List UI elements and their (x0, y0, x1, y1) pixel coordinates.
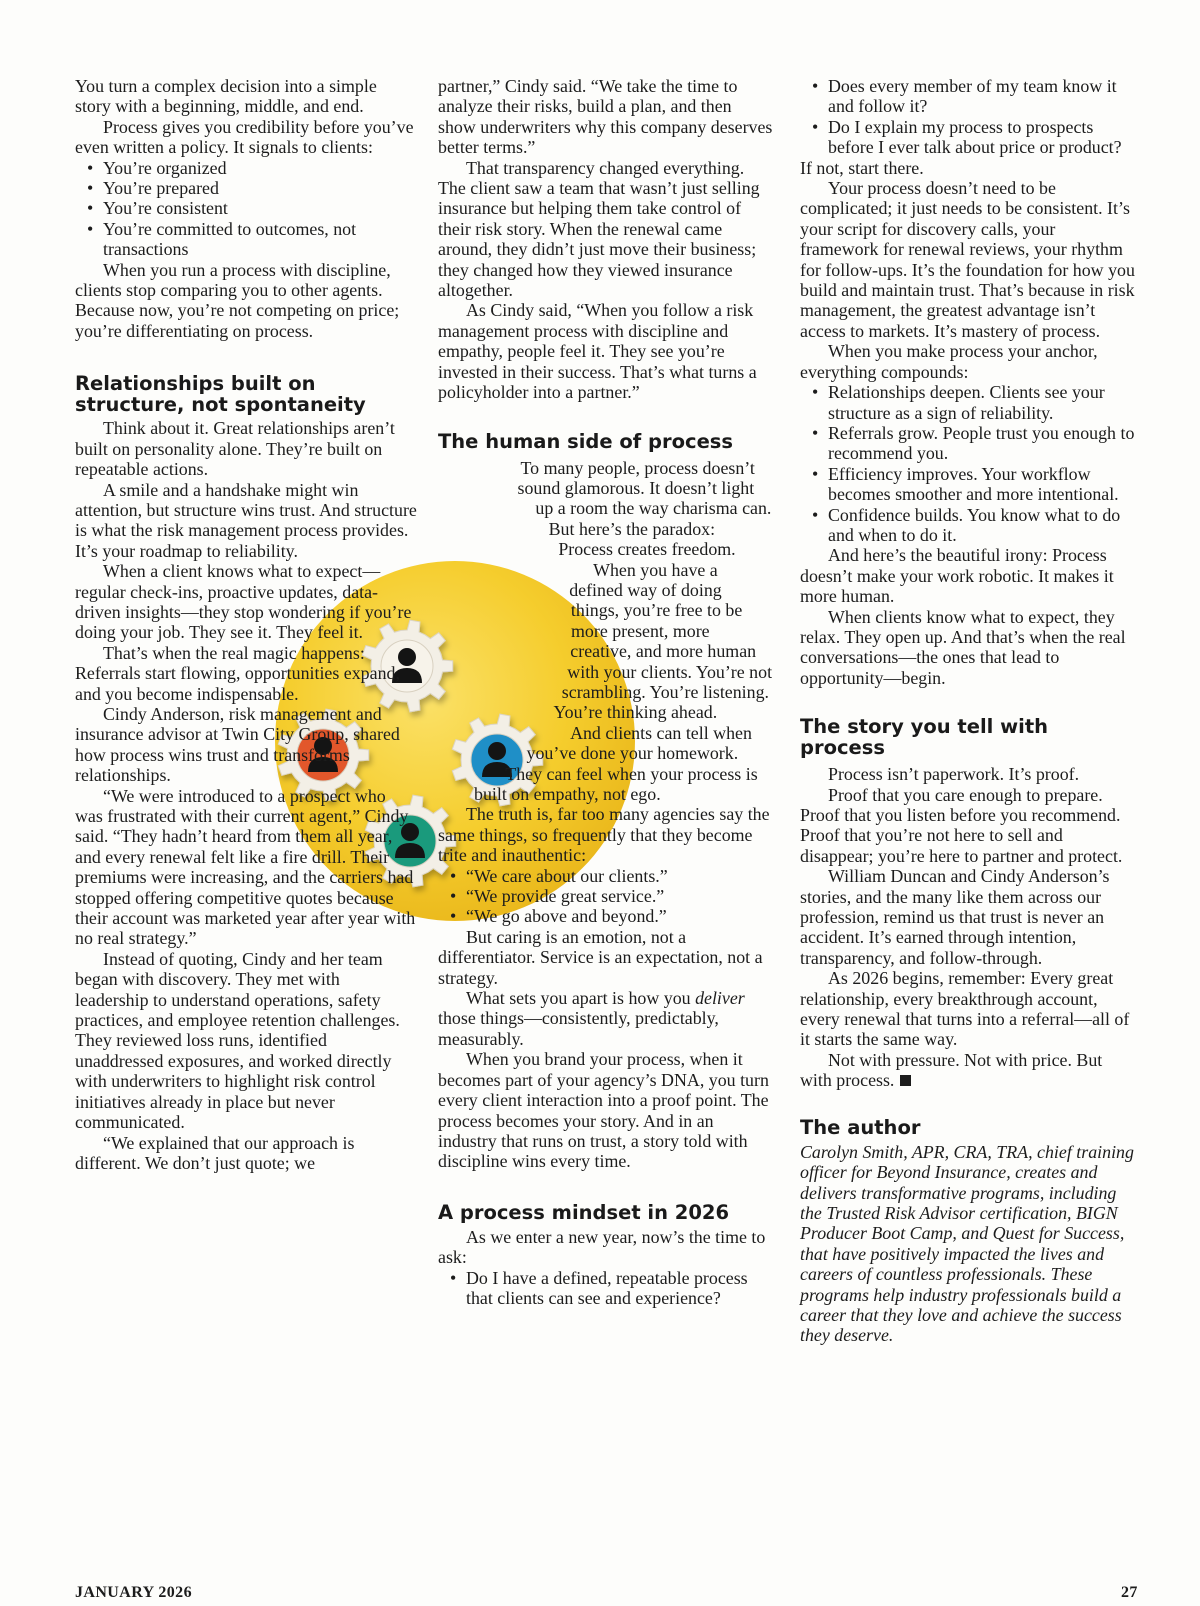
section-heading: A process mindset in 2026 (438, 1200, 730, 1224)
col3-p8: William Duncan and Cindy Anderson’s stories, and the many like them across our profession, remind us that trust is never an accident. It’s earned through intention, transparency, and follow-through. (800, 866, 1110, 968)
col1-p6: When a client knows what to expect—regular check-ins, proactive updates, data-driven insights—they stop wondering if you’re doing your job. They see it. They feel it. (75, 561, 412, 643)
col1-p4: Think about it. Great relationships aren’t built on personality alone. They’re built on repeatable actions. (75, 418, 395, 480)
col2-list2 (438, 1268, 773, 1309)
list-item: • “We provide great service.” (438, 886, 773, 906)
col1-p10: Instead of quoting, Cindy and her team began with discovery. They met with leadership to understand operations, safety practices, and employee retention challenges. They reviewed loss runs, identified unaddressed exposures, and worked directly with underwriters to highlight risk control initiatives already in place but never communicated. (75, 948, 400, 1133)
col2-p6: And clients can tell when you’ve done your homework. They can feel when your process is built on empathy, not ego. (474, 722, 758, 804)
col3-p10: Not with pressure. Not with price. But with process. (800, 1049, 1103, 1091)
end-mark-icon (900, 1075, 911, 1086)
col2-p7: The truth is, far too many agencies say the same things, so frequently that they become trite and inauthentic: (438, 804, 770, 866)
list-item: • Do I have a defined, repeatable process that clients can see and experience? (438, 1268, 773, 1309)
page-number: 27 (1121, 1584, 1138, 1601)
col1-p8: Cindy Anderson, risk management and insurance advisor at Twin City Group, shared how process wins trust and transforms relationships. (75, 703, 400, 786)
list-item: • You’re prepared (75, 178, 417, 198)
col3-p9: As 2026 begins, remember: Every great relationship, every breakthrough account, every renewal that turns into a referral—all of it starts the same way. (800, 968, 1130, 1050)
col3-p3: When you make process your anchor, everything compounds: (800, 341, 1098, 382)
list-item: • Confidence builds. You know what to do and when to do it. (800, 505, 1138, 546)
col1-p7: That’s when the real magic happens: Referrals start flowing, opportunities expand, and you become indispensable. (75, 642, 400, 704)
col3-p6: Process isn’t paperwork. It’s proof. (828, 764, 1080, 785)
col1-list1 (75, 158, 417, 260)
list-item: • Does every member of my team know it and follow it? (800, 76, 1138, 117)
list-item: • Referrals grow. People trust you enough to recommend you. (800, 423, 1138, 464)
list-item: • “We go above and beyond.” (438, 906, 773, 926)
col3-p2: Your process doesn’t need to be complicated; it just needs to be consistent. It’s your script for discovery calls, your framework for renewal reviews, your rhythm for follow-ups. It’s the foundation for how you build and maintain trust. That’s because in risk management, the greatest advantage isn’t access to markets. It’s mastery of process. (800, 178, 1135, 341)
col2-list1 (438, 866, 773, 927)
section-heading: The human side of process (438, 429, 734, 453)
col2-p4: To many people, process doesn’t sound glamorous. It doesn’t light up a room the way charisma can. But here’s the paradox: Process creates freedom. (517, 457, 772, 560)
col2-p8: But caring is an emotion, not a differentiator. Service is an expectation, not a strategy. (438, 926, 763, 988)
column-3 (800, 76, 1138, 1346)
col1-p9: “We were introduced to a prospect who was frustrated with their current agent,” Cindy said. “They hadn’t heard from them all year, and every renewal felt like a fire drill. Their premiums were increasing, and the carriers had stopped offering competitive quotes because their account was marketed year after year with no real strategy.” (75, 785, 416, 949)
col1-p1: You turn a complex decision into a simple story with a beginning, middle, and end. (75, 76, 377, 117)
col3-p5: When clients know what to expect, they relax. They open up. And that’s when the real conversations—the ones that lead to opportunity—begin. (800, 606, 1126, 688)
col2-p11: As we enter a new year, now’s the time to ask: (438, 1226, 766, 1268)
column-2 (438, 76, 773, 1308)
list-item: • You’re consistent (75, 198, 417, 218)
column-1 (75, 76, 417, 1173)
col2-p2: That transparency changed everything. The client saw a team that wasn’t just selling insurance but helping them take control of their risk story. When the renewal came around, they didn’t just move their business; they changed how they viewed insurance altogether. (438, 157, 760, 301)
col1-p5: A smile and a handshake might win attention, but structure wins trust. And structure is what the risk management process provides. It’s your roadmap to reliability. (75, 479, 417, 561)
list-item: • “We care about our clients.” (438, 866, 773, 886)
col3-p7: Proof that you care enough to prepare. Proof that you listen before you recommend. Proof that you’re not here to sell and disappear; you’re here to partner and protect. (800, 784, 1123, 866)
author-bio: Carolyn Smith, APR, CRA, TRA, chief training officer for Beyond Insurance, creates and delivers transformative programs, including the Trusted Risk Advisor certification, BIGN Producer Boot Camp, and Quest for Success, that have positively impacted the lives and careers of countless professionals. These programs help industry professionals build a career that they love and achieve the success they deserve. (800, 1141, 1134, 1346)
col1-p3: When you run a process with discipline, clients stop comparing you to other agents. Because now, you’re not competing on price; you’re differentiating on process. (75, 259, 400, 341)
col3-list1 (800, 76, 1138, 158)
section-heading: Relationships built on structure, not spontaneity (75, 372, 366, 417)
issue-date: JANUARY 2026 (75, 1584, 192, 1601)
section-heading: The story you tell with process (800, 715, 1049, 760)
author-heading: The author (800, 1115, 921, 1139)
col2-p3: As Cindy said, “When you follow a risk management process with discipline and empathy, people feel it. They see you’re invested in their success. That’s what turns a policyholder into a partner.” (438, 300, 757, 403)
list-item: • You’re organized (75, 158, 417, 178)
col1-p2: Process gives you credibility before you’ve even written a policy. It signals to clients: (75, 116, 414, 158)
col2-p5: When you have a defined way of doing things, you’re free to be more present, more creative, and more human with your clients. You’re not scrambling. You’re listening. You’re thinking ahead. (553, 559, 773, 723)
col1-p11: “We explained that our approach is different. We don’t just quote; we (75, 1132, 355, 1173)
col2-p1: partner,” Cindy said. “We take the time to analyze their risks, build a plan, and then show underwriters why this company deserves better terms.” (438, 76, 773, 158)
col3-p1: If not, start there. (800, 157, 924, 178)
list-item: • You’re committed to outcomes, not transactions (75, 219, 417, 260)
list-item: • Efficiency improves. Your workflow becomes smoother and more intentional. (800, 464, 1138, 505)
list-item: • Do I explain my process to prospects before I ever talk about price or product? (800, 117, 1138, 158)
col2-p9: What sets you apart is how you deliver those things—consistently, predictably, measurably. (438, 988, 745, 1049)
col2-p10: When you brand your process, when it becomes part of your agency’s DNA, you turn every client interaction into a proof point. The process becomes your story. And in an industry that runs on trust, a story told with discipline wins every time. (438, 1049, 769, 1172)
col3-list2 (800, 382, 1138, 545)
col3-p4: And here’s the beautiful irony: Process doesn’t make your work robotic. It makes it more human. (800, 545, 1114, 607)
list-item: • Relationships deepen. Clients see your structure as a sign of reliability. (800, 382, 1138, 423)
